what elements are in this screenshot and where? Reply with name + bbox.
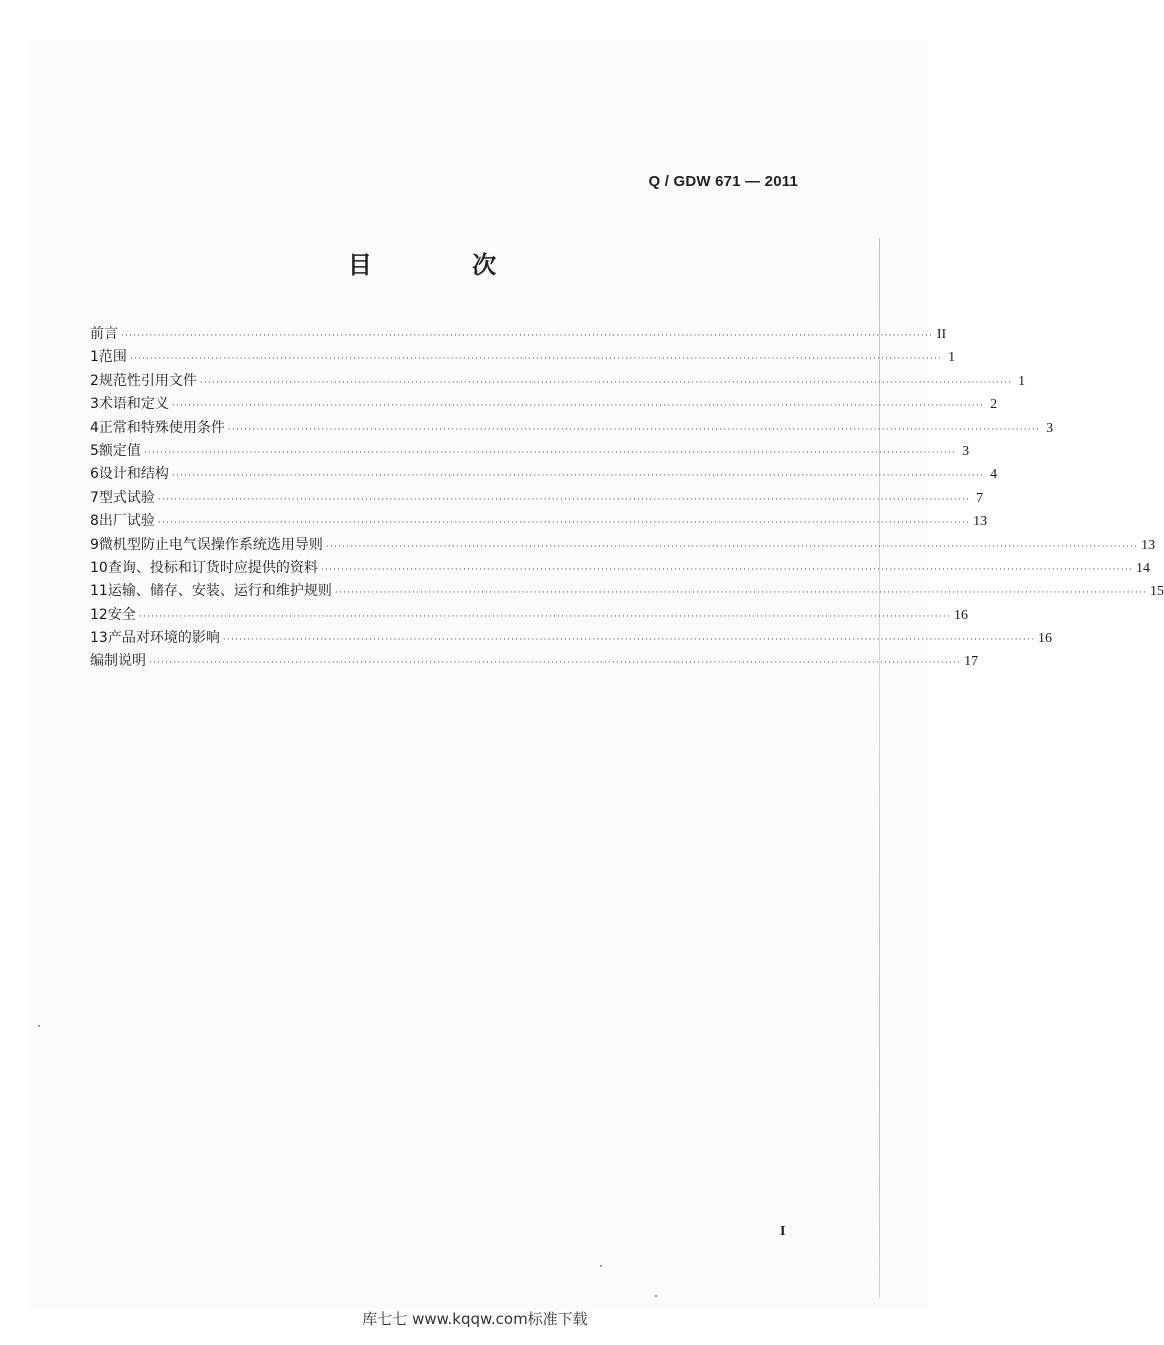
toc-entry-page: 14 — [1136, 560, 1150, 576]
toc-entry[interactable] — [90, 370, 1026, 393]
scan-speck — [655, 1295, 657, 1297]
footer-watermark: 库七七 www.kqqw.com标准下载 — [362, 1310, 588, 1328]
table-of-contents — [90, 323, 1164, 674]
toc-entry-number: 7 — [90, 489, 99, 506]
toc-entry-number: 9 — [90, 536, 99, 553]
toc-entry[interactable] — [90, 440, 970, 463]
leader-dots: ········································································································································································································ — [171, 471, 985, 482]
toc-entry[interactable] — [90, 463, 998, 486]
leader-dots: ········································································································································································································ — [157, 494, 971, 505]
toc-entry-number: 6 — [90, 466, 99, 483]
toc-entry-page: II — [936, 327, 947, 342]
scan-speck — [38, 1025, 40, 1027]
toc-entry-number: 3 — [90, 396, 99, 413]
leader-dots: ········································································································································································································ — [143, 447, 957, 458]
toc-entry[interactable] — [90, 510, 988, 533]
toc-entry-label: 设计和结构 — [98, 466, 169, 483]
toc-entry-label: 出厂试验 — [98, 513, 155, 530]
toc-entry-number: 2 — [90, 372, 99, 389]
toc-entry-label: 额定值 — [98, 442, 141, 459]
toc-entry-page: 4 — [990, 467, 998, 483]
toc-entry-label: 范围 — [98, 349, 127, 366]
toc-entry-page: 3 — [1046, 420, 1054, 436]
toc-entry-page: 7 — [976, 490, 984, 506]
toc-entry-label: 微机型防止电气误操作系统选用导则 — [98, 536, 323, 553]
toc-entry-number: 1 — [90, 349, 99, 366]
toc-entry-label: 型式试验 — [98, 489, 155, 506]
toc-entry-page: 3 — [962, 443, 970, 459]
toc-entry-page: 17 — [964, 654, 979, 670]
toc-entry-page: 13 — [1141, 537, 1156, 553]
leader-dots: ········································································································································································································ — [320, 564, 1133, 575]
scan-speck — [600, 1265, 602, 1267]
leader-dots: ········································································································································································································ — [121, 331, 934, 341]
toc-entry-page: 2 — [990, 397, 998, 413]
toc-entry-label: 安全 — [107, 606, 136, 623]
toc-entry-page: 13 — [973, 514, 988, 530]
toc-entry-number: 8 — [90, 513, 99, 530]
toc-entry-number: 4 — [90, 419, 99, 436]
toc-entry[interactable] — [90, 557, 1150, 580]
toc-entry[interactable] — [90, 323, 947, 346]
scan-edge-line — [879, 238, 880, 1298]
toc-entry-label: 产品对环境的影响 — [107, 630, 220, 647]
toc-entry[interactable] — [90, 627, 1052, 650]
toc-entry-label: 前言 — [90, 326, 118, 342]
leader-dots: ········································································································································································································ — [199, 377, 1013, 388]
document-page — [28, 40, 928, 1310]
toc-entry[interactable] — [90, 346, 956, 369]
leader-dots: ········································································································································································································ — [334, 588, 1147, 599]
toc-entry-label: 查询、投标和订货时应提供的资料 — [107, 559, 318, 576]
leader-dots: ········································································································································································································ — [149, 658, 962, 669]
leader-dots: ········································································································································································································ — [171, 401, 985, 412]
toc-entry[interactable] — [90, 417, 1054, 440]
toc-entry-label: 运输、储存、安装、运行和维护规则 — [107, 583, 332, 600]
toc-entry-page: 1 — [948, 350, 956, 366]
toc-entry-label: 规范性引用文件 — [98, 372, 197, 389]
toc-entry[interactable] — [90, 534, 1156, 557]
toc-entry[interactable] — [90, 650, 979, 673]
leader-dots: ········································································································································································································ — [222, 635, 1035, 646]
document-code: Q / GDW 671 — 2011 — [648, 173, 798, 190]
toc-entry[interactable] — [90, 580, 1164, 603]
toc-entry-number: 10 — [90, 559, 108, 576]
toc-entry-page: 16 — [954, 607, 968, 623]
toc-entry-page: 16 — [1038, 631, 1052, 647]
toc-entry-label: 术语和定义 — [98, 396, 169, 413]
toc-entry-number: 13 — [90, 630, 108, 647]
toc-entry[interactable] — [90, 604, 968, 627]
toc-title: 目 次 — [347, 251, 543, 279]
toc-entry[interactable] — [90, 393, 998, 416]
leader-dots: ········································································································································································································ — [157, 518, 971, 529]
page-number: I — [780, 1224, 786, 1239]
leader-dots: ········································································································································································································ — [227, 424, 1041, 435]
toc-entry-page: 1 — [1018, 373, 1026, 389]
leader-dots: ········································································································································································································ — [138, 611, 951, 622]
toc-entry[interactable] — [90, 487, 984, 510]
toc-entry-label: 编制说明 — [90, 653, 146, 670]
leader-dots: ········································································································································································································ — [129, 354, 943, 365]
toc-entry-label: 正常和特殊使用条件 — [98, 419, 225, 436]
toc-entry-number: 5 — [90, 442, 99, 459]
leader-dots: ········································································································································································································ — [325, 541, 1139, 552]
toc-entry-page: 15 — [1150, 584, 1164, 600]
toc-entry-number: 11 — [90, 583, 108, 600]
toc-entry-number: 12 — [90, 606, 108, 623]
